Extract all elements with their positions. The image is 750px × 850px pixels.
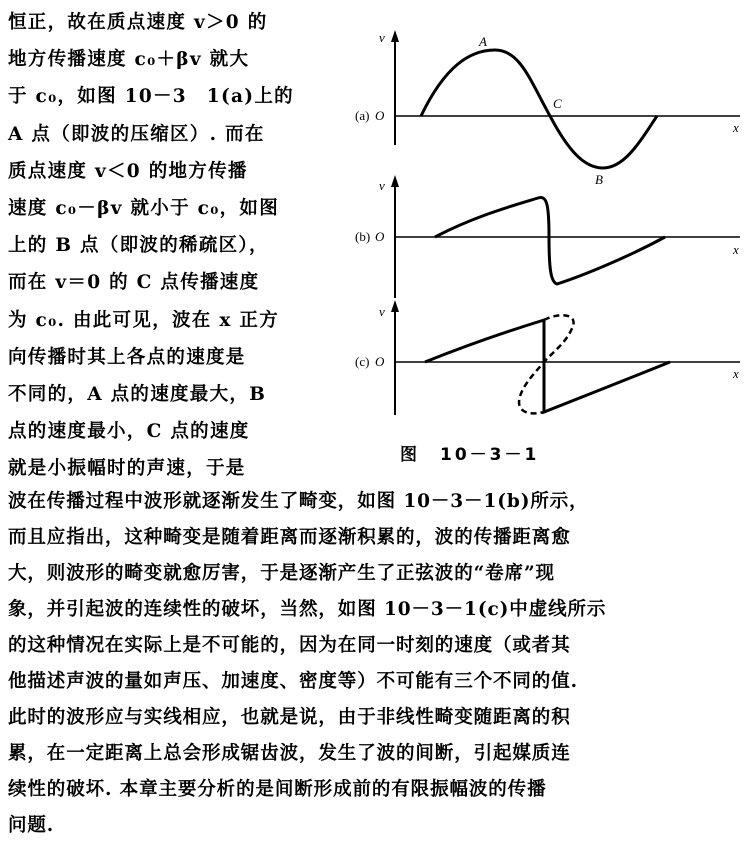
v-axis-label: v — [379, 178, 385, 193]
panel-b — [355, 175, 740, 298]
text-line: 点的速度最小，C 点的速度 — [8, 421, 250, 443]
panel-c — [355, 300, 740, 415]
text-line: 此时的波形应与实线相应，也就是说，由于非线性畸变随距离的积 — [8, 707, 571, 728]
point-label-a: A — [479, 34, 487, 49]
text-line: 问题. — [8, 815, 55, 836]
point-label-b: B — [595, 172, 603, 187]
left-paragraph — [8, 4, 326, 487]
origin-label: O — [375, 108, 385, 123]
text-line: 波在传播过程中波形就逐渐发生了畸变，如图 10－3－1(b)所示， — [8, 491, 589, 512]
waveform-diagram — [345, 20, 747, 450]
text-line: 他描述声波的量如声压、加速度、密度等）不可能有三个不同的值. — [8, 671, 578, 692]
text-line: 就是小振幅时的声速，于是 — [8, 458, 246, 480]
text-line: 累，在一定距离上总会形成锯齿波，发生了波的间断，引起媒质连 — [8, 743, 571, 764]
panel-label: (b) — [355, 229, 371, 244]
text-line: 续性的破坏. 本章主要分析的是间断形成前的有限振幅波的传播 — [8, 779, 547, 800]
v-axis-label: v — [379, 304, 385, 319]
arrow-icon — [391, 175, 399, 187]
arrow-icon — [391, 300, 399, 312]
text-line: 的这种情况在实际上是不可能的，因为在同一时刻的速度（或者其 — [8, 635, 571, 656]
panel-label: (c) — [355, 354, 370, 369]
point-label-c: C — [553, 96, 562, 111]
text-line: 大，则波形的畸变就愈厉害，于是逐渐产生了正弦波的“卷席”现 — [8, 563, 555, 584]
figure-caption: 图 10－3－1 — [400, 445, 540, 465]
text-line: 地方传播速度 c₀＋βv 就大 — [8, 49, 250, 71]
text-line: 象，并引起波的连续性的破坏，当然，如图 10－3－1(c)中虚线所示 — [8, 599, 607, 620]
origin-label: O — [375, 354, 385, 369]
v-axis-label: v — [379, 30, 385, 45]
arrow-icon — [391, 30, 399, 42]
x-axis-label: x — [733, 242, 739, 257]
text-line: 不同的，A 点的速度最大，B — [8, 383, 267, 405]
panel-label: (a) — [355, 108, 370, 123]
panel-a — [355, 30, 740, 187]
text-line: 于 c₀，如图 10－3 1(a)上的 — [8, 86, 294, 108]
text-line: 速度 c₀－βv 就小于 c₀，如图 — [8, 197, 279, 219]
text-line: A 点（即波的压缩区）. 而在 — [8, 123, 265, 145]
text-line: 质点速度 v＜0 的地方传播 — [8, 160, 248, 182]
text-line: 恒正，故在质点速度 v＞0 的 — [8, 12, 268, 33]
text-line: 向传播时其上各点的速度是 — [8, 346, 246, 368]
sawtooth-wave — [425, 320, 670, 412]
text-line: 上的 B 点（即波的稀疏区）， — [8, 235, 269, 257]
distorted-wave — [435, 197, 665, 284]
text-line: 为 c₀. 由此可见，波在 x 正方 — [8, 309, 280, 331]
text-line: 而且应指出，这种畸变是随着距离而逐渐积累的，波的传播距离愈 — [8, 527, 571, 548]
dashed-wave — [519, 315, 574, 413]
x-axis-label: x — [733, 120, 739, 135]
full-width-paragraph — [8, 484, 748, 844]
text-line: 而在 v＝0 的 C 点传播速度 — [8, 272, 260, 294]
x-axis-label: x — [733, 366, 739, 381]
origin-label: O — [375, 229, 385, 244]
sine-wave — [421, 50, 657, 168]
figure-10-3-1 — [345, 20, 747, 470]
